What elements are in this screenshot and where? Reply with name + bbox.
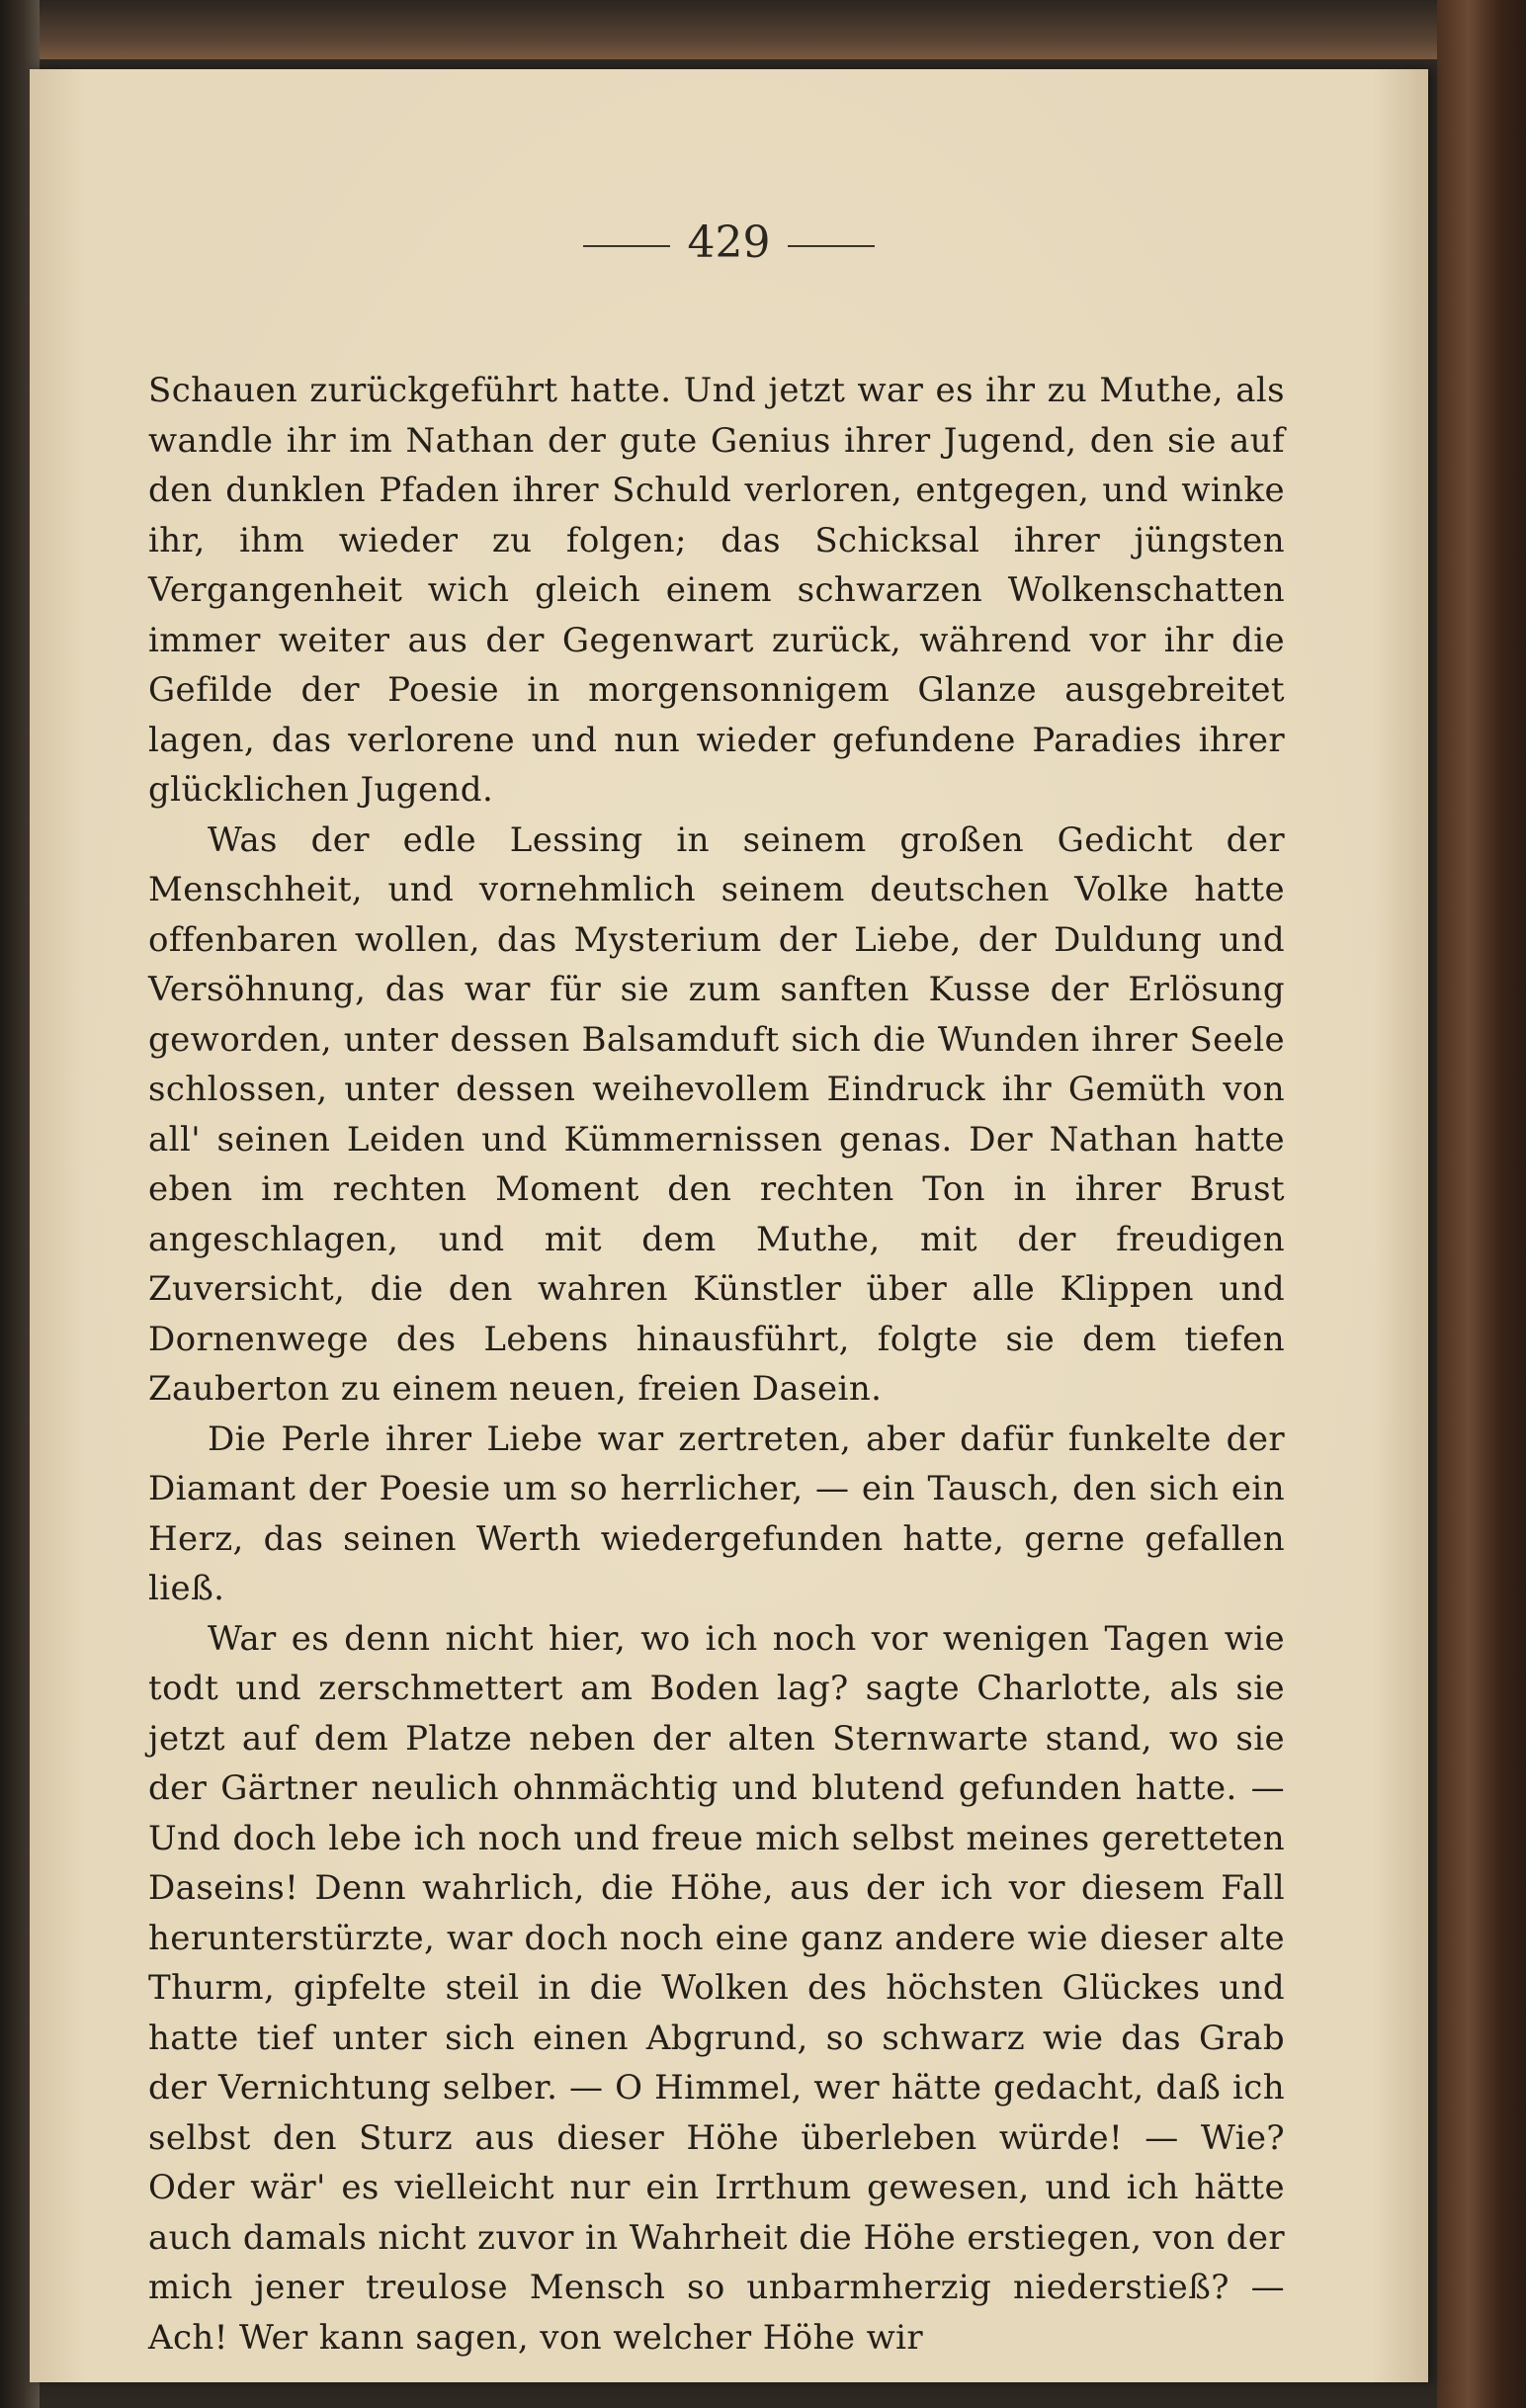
book-cover-top-edge (40, 0, 1526, 59)
paragraph: Die Perle ihrer Liebe war zertreten, aber dafür funkelte der Diamant der Poesie um so herrlicher, — ein Tausch, den sich ein Herz, das seinen Werth wiedergefunden hatte, gerne gefallen ließ. (148, 1419, 1285, 1608)
book-cover-right-edge (1437, 0, 1526, 2408)
body-text (148, 366, 1285, 2363)
header-rule-right (788, 245, 875, 247)
paragraph: Was der edle Lessing in seinem großen Gedicht der Menschheit, und vornehmlich seinem deutschen Volke hatte offenbaren wollen, das Mysterium der Liebe, der Duldung und Versöhnung, das war für sie zum sanften Kusse der Erlösung geworden, unter dessen Balsamduft sich die Wunden ihrer Seele schlossen, unter dessen weihevollem Eindruck ihr Gemüth von all' seinen Leiden und Kümmernissen genas. Der Nathan hatte eben im rechten Moment den rechten Ton in ihrer Brust angeschlagen, und mit dem Muthe, mit der freudigen Zuversicht, die den wahren Künstler über alle Klippen und Dornenwege des Lebens hinausführt, folgte sie dem tiefen Zauberton zu einem neuen, freien Dasein. (148, 819, 1285, 1409)
page-header (30, 217, 1428, 268)
paragraph: War es denn nicht hier, wo ich noch vor wenigen Tagen wie todt und zerschmettert am Boden lag? sagte Charlotte, als sie jetzt auf dem Platze neben der alten Sternwarte stand, wo sie der Gärtner neulich ohnmächtig und blutend gefunden hatte. — Und doch lebe ich noch und freue mich selbst meines geretteten Daseins! Denn wahrlich, die Höhe, aus der ich vor diesem Fall herunterstürzte, war doch noch eine ganz andere wie dieser alte Thurm, gipfelte steil in die Wolken des höchsten Glückes und hatte tief unter sich einen Abgrund, so schwarz wie das Grab der Vernichtung selber. — O Himmel, wer hätte gedacht, daß ich selbst den Sturz aus dieser Höhe überleben würde! — Wie? Oder wär' es vielleicht nur ein Irrthum gewesen, und ich hätte auch damals nicht zuvor in Wahrheit die Höhe erstiegen, von der mich jener treulose Mensch so unbarmherzig niederstieß? — Ach! Wer kann sagen, von welcher Höhe wir (148, 1618, 1285, 2358)
paragraph: Schauen zurückgeführt hatte. Und jetzt war es ihr zu Muthe, als wandle ihr im Nathan der gute Genius ihrer Jugend, den sie auf den dunklen Pfaden ihrer Schuld verloren, entgegen, und winke ihr, ihm wieder zu folgen; das Schicksal ihrer jüngsten Vergangenheit wich gleich einem schwarzen Wolkenschatten immer weiter aus der Gegenwart zurück, während vor ihr die Gefilde der Poesie in morgensonnigem Glanze ausgebreitet lagen, das verlorene und nun wieder gefundene Paradies ihrer glücklichen Jugend. (148, 371, 1285, 810)
page-number: 429 (687, 217, 771, 268)
header-rule-left (583, 245, 670, 247)
book-page (30, 69, 1428, 2382)
